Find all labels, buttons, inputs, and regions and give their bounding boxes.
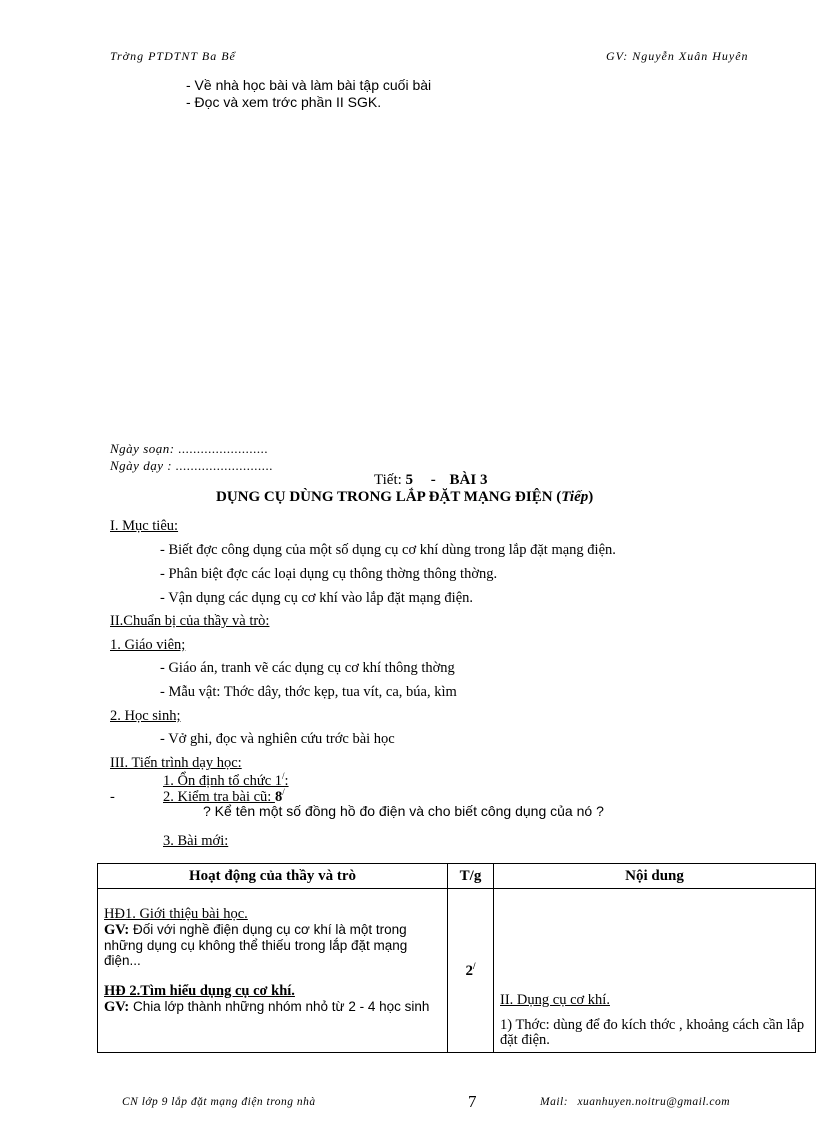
hd1-gv-label: GV: (104, 922, 130, 938)
bai-label: BÀI 3 (449, 472, 488, 488)
giao-vien-item-1: - Giáo án, tranh vẽ các dụng cụ cơ khí thông thờng (160, 660, 455, 676)
lesson-title-close: ) (588, 489, 594, 505)
time-cell (448, 889, 494, 1053)
header-tg: T/g (448, 864, 494, 889)
heading-giao-vien: 1. Giáo viên; (110, 637, 186, 653)
time-value (448, 889, 493, 980)
header-school: Trờng PTDTNT Ba Bể (110, 49, 236, 63)
heading-tien-trinh: III. Tiến trình dạy học: (110, 755, 242, 771)
content-cell (494, 889, 816, 1053)
giao-vien-item-2: - Mẫu vật: Thớc dây, thớc kẹp, tua vít, ca, búa, kìm (160, 684, 457, 700)
stray-dash: - (110, 789, 115, 805)
lesson-title-main: DỤNG CỤ DÙNG TRONG LẮP ĐẶT MẠNG ĐIỆN ( (216, 489, 562, 505)
on-dinh-text: 1. Ổn định tổ chức 1 (163, 772, 283, 789)
muc-tieu-item-1: - Biết đợc công dụng của một số dụng cụ cơ khí dùng trong lắp đặt mạng điện. (160, 542, 616, 558)
content-title: II. Dụng cụ cơ khí. (500, 992, 610, 1008)
kiem-tra-question: ? Kể tên một số đồng hồ đo điện và cho biết công dụng của nó ? (203, 803, 604, 819)
on-dinh-tail: : (284, 772, 289, 789)
lesson-table (97, 863, 816, 1053)
lesson-title-tiep: Tiếp (561, 489, 589, 505)
muc-tieu-item-2: - Phân biệt đợc các loại dụng cụ thông thờng thông thờng. (160, 566, 498, 582)
page-number: 7 (468, 1092, 477, 1111)
kiem-tra-text: 2. Kiểm tra bài cũ: (163, 788, 275, 805)
time-num: 2 (465, 963, 473, 979)
footer-mail (540, 1096, 730, 1108)
hoc-sinh-item-1: - Vở ghi, đọc và nghiên cứu trớc bài học (160, 731, 395, 747)
header-hoat-dong: Hoạt động của thầy và trò (98, 864, 448, 889)
on-dinh-sup: / (282, 771, 285, 781)
table-row (98, 889, 816, 1053)
hd1-gv-text: Đối với nghề điện dụng cụ cơ khí là một trong những dụng cụ không thể thiếu trong lắp đặt mạng điện... (104, 922, 408, 968)
muc-tieu-item-3: - Vận dụng các dụng cụ cơ khí vào lắp đặt mạng điện. (160, 590, 474, 606)
date-soan (110, 441, 268, 457)
content-item: 1) Thớc: dùng để đo kích thớc , khoảng cách cần lắp đặt điện. (500, 1017, 805, 1048)
activity-cell (98, 889, 448, 1053)
bai-moi: 3. Bài mới: (163, 833, 229, 849)
heading-chuan-bi: II.Chuẩn bị của thầy và trò: (110, 613, 270, 629)
lesson-title (216, 489, 593, 506)
date-soan-text: Ngày soạn: ........................ (110, 441, 269, 456)
hd2-gv-label: GV: (104, 999, 130, 1015)
mail-address: xuanhuyen.noitru@gmail.com (577, 1096, 731, 1108)
kiem-tra-sup: / (282, 787, 285, 797)
homework-line-1: - Về nhà học bài và làm bài tập cuối bài (186, 77, 432, 93)
heading-hoc-sinh: 2. Học sinh; (110, 708, 181, 724)
mail-label: Mail: (540, 1096, 569, 1108)
date-day-text: Ngày dạy : .......................... (110, 458, 274, 473)
kiem-tra-time: 8 (274, 788, 283, 805)
table-header-row (98, 864, 816, 889)
tiet-label: Tiết: (374, 472, 406, 488)
tiet-num: 5 (405, 472, 414, 488)
hd1-content (104, 922, 441, 968)
hd2-gv-text: Chia lớp thành những nhóm nhỏ từ 2 - 4 học sinh (129, 999, 430, 1014)
tiet-dash: - (430, 472, 436, 488)
header-teacher: GV: Nguyễn Xuân Huyên (606, 49, 749, 63)
homework-line-2: - Đọc và xem trớc phần II SGK. (186, 94, 382, 110)
hd2-content (104, 999, 441, 1015)
date-day (110, 458, 273, 474)
lesson-number (374, 472, 487, 489)
hd2-title: HĐ 2.Tìm hiểu dụng cụ cơ khí. (104, 983, 295, 999)
time-sup: / (472, 961, 476, 971)
heading-muc-tieu: I. Mục tiêu: (110, 518, 179, 534)
header-noi-dung: Nội dung (494, 864, 816, 889)
hd1-title: HĐ1. Giới thiệu bài học. (104, 906, 248, 922)
footer-course: CN lớp 9 lắp đặt mạng điện trong nhà (122, 1096, 316, 1108)
